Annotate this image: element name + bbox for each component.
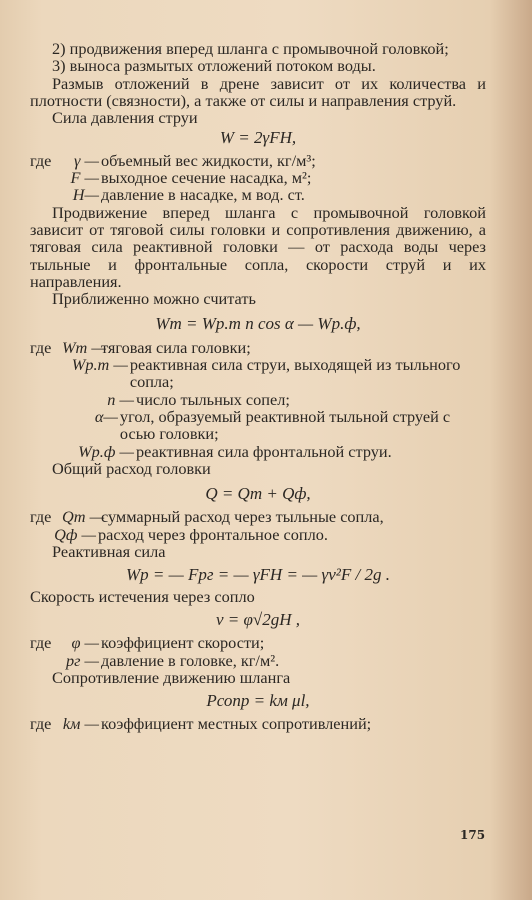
where-label: где: [30, 150, 52, 170]
where-label: где: [30, 633, 52, 653]
paragraph-1: Размыв отложений в дрене зависит от их количества и плотности (связности), а также от силы и направления струй.: [30, 73, 486, 110]
definition-symbol: Wт —: [62, 337, 106, 357]
definition-symbol: kм —: [62, 714, 99, 734]
formula-traction-force: Wт = Wр.т n cos α — Wр.ф,: [155, 314, 361, 334]
definition-row: [30, 391, 486, 408]
definition-text: давление в насадке, м вод. ст.: [101, 185, 305, 205]
definition-symbol: α—: [94, 406, 118, 426]
definition-symbol: Wр.т —: [71, 355, 128, 375]
definitions-2: [30, 339, 486, 460]
definition-symbol: pг —: [65, 650, 99, 670]
definition-text: число тыльных сопел;: [136, 389, 290, 409]
definition-text: объемный вес жидкости, кг/м³;: [101, 150, 316, 170]
definitions-5: [30, 715, 486, 732]
paragraph-4: Приближенно можно считать: [52, 289, 256, 309]
definition-text: угол, образуемый реактивной тыльной струей с осью головки;: [119, 406, 451, 444]
where-label: где: [30, 337, 52, 357]
page-number: 175: [460, 828, 486, 842]
definition-text: реактивная сила струи, выходящей из тыльного сопла;: [129, 355, 461, 392]
paragraph-6: Реактивная сила: [52, 542, 166, 562]
formula-jet-force: W = 2γFH,: [219, 128, 297, 148]
definitions-4: [30, 634, 486, 669]
definition-row: [30, 652, 486, 669]
definition-text: давление в головке, кг/м².: [101, 650, 280, 670]
definition-row: [30, 152, 486, 169]
definition-row: [30, 715, 486, 732]
definition-text: коэффициент скорости;: [101, 633, 265, 653]
definitions-1: [30, 152, 486, 204]
definition-symbol: γ —: [74, 150, 99, 170]
definition-text: суммарный расход через тыльные сопла,: [101, 507, 384, 527]
paragraph-5: Общий расход головки: [52, 458, 211, 478]
definition-row: [30, 526, 486, 543]
formula-outflow-velocity: v = φ√2gH ,: [215, 609, 301, 629]
paragraph-7: Скорость истечения через сопло: [30, 586, 255, 606]
definitions-3: [30, 508, 486, 543]
paragraph-2: Сила давления струи: [52, 108, 198, 128]
page-body: [30, 40, 486, 733]
definition-row: [30, 443, 486, 460]
definition-text: реактивная сила фронтальной струи.: [136, 441, 392, 461]
formula-total-flow: Q = Qт + Qф,: [205, 484, 311, 504]
definition-symbol: φ —: [71, 633, 99, 653]
definition-text: расход через фронтальное сопло.: [98, 524, 328, 544]
definition-row: [30, 634, 486, 651]
formula-hose-resistance: Pсопр = kм μl,: [206, 691, 310, 711]
definition-row: [30, 356, 486, 391]
where-label: где: [30, 714, 52, 734]
list-item-3: 3) выноса размытых отложений потоком воды.: [52, 56, 376, 76]
definition-row: [30, 408, 486, 443]
definition-row: [30, 169, 486, 186]
definition-symbol: H—: [72, 185, 99, 205]
paragraph-8: Сопротивление движению шланга: [52, 667, 291, 687]
paragraph-3: Продвижение вперед шланга с промывочной головкой зависит от тяговой силы головки и сопротивления движению, а тяговая сила реактивной головки — от расхода воды через тыльные и фронтальные сопла, скорости струй и их направления.: [30, 202, 486, 291]
definition-symbol: Wр.ф —: [78, 441, 134, 461]
definition-symbol: Qф —: [54, 524, 96, 544]
definition-text: выходное сечение насадка, м²;: [101, 168, 312, 188]
definition-row: [30, 339, 486, 356]
definition-text: коэффициент местных сопротивлений;: [101, 714, 372, 734]
definition-symbol: Qт —: [62, 507, 105, 527]
formula-reactive-force: Wр = — Fpг = — γFH = — γv²F / 2g .: [126, 565, 390, 585]
definition-row: [30, 508, 486, 525]
list-item-2: 2) продвижения вперед шланга с промывочной головкой;: [52, 39, 449, 58]
where-label: где: [30, 507, 52, 527]
definition-row: [30, 186, 486, 203]
definition-text: тяговая сила головки;: [101, 337, 251, 357]
definition-symbol: n —: [107, 389, 134, 409]
definition-symbol: F —: [70, 168, 99, 188]
